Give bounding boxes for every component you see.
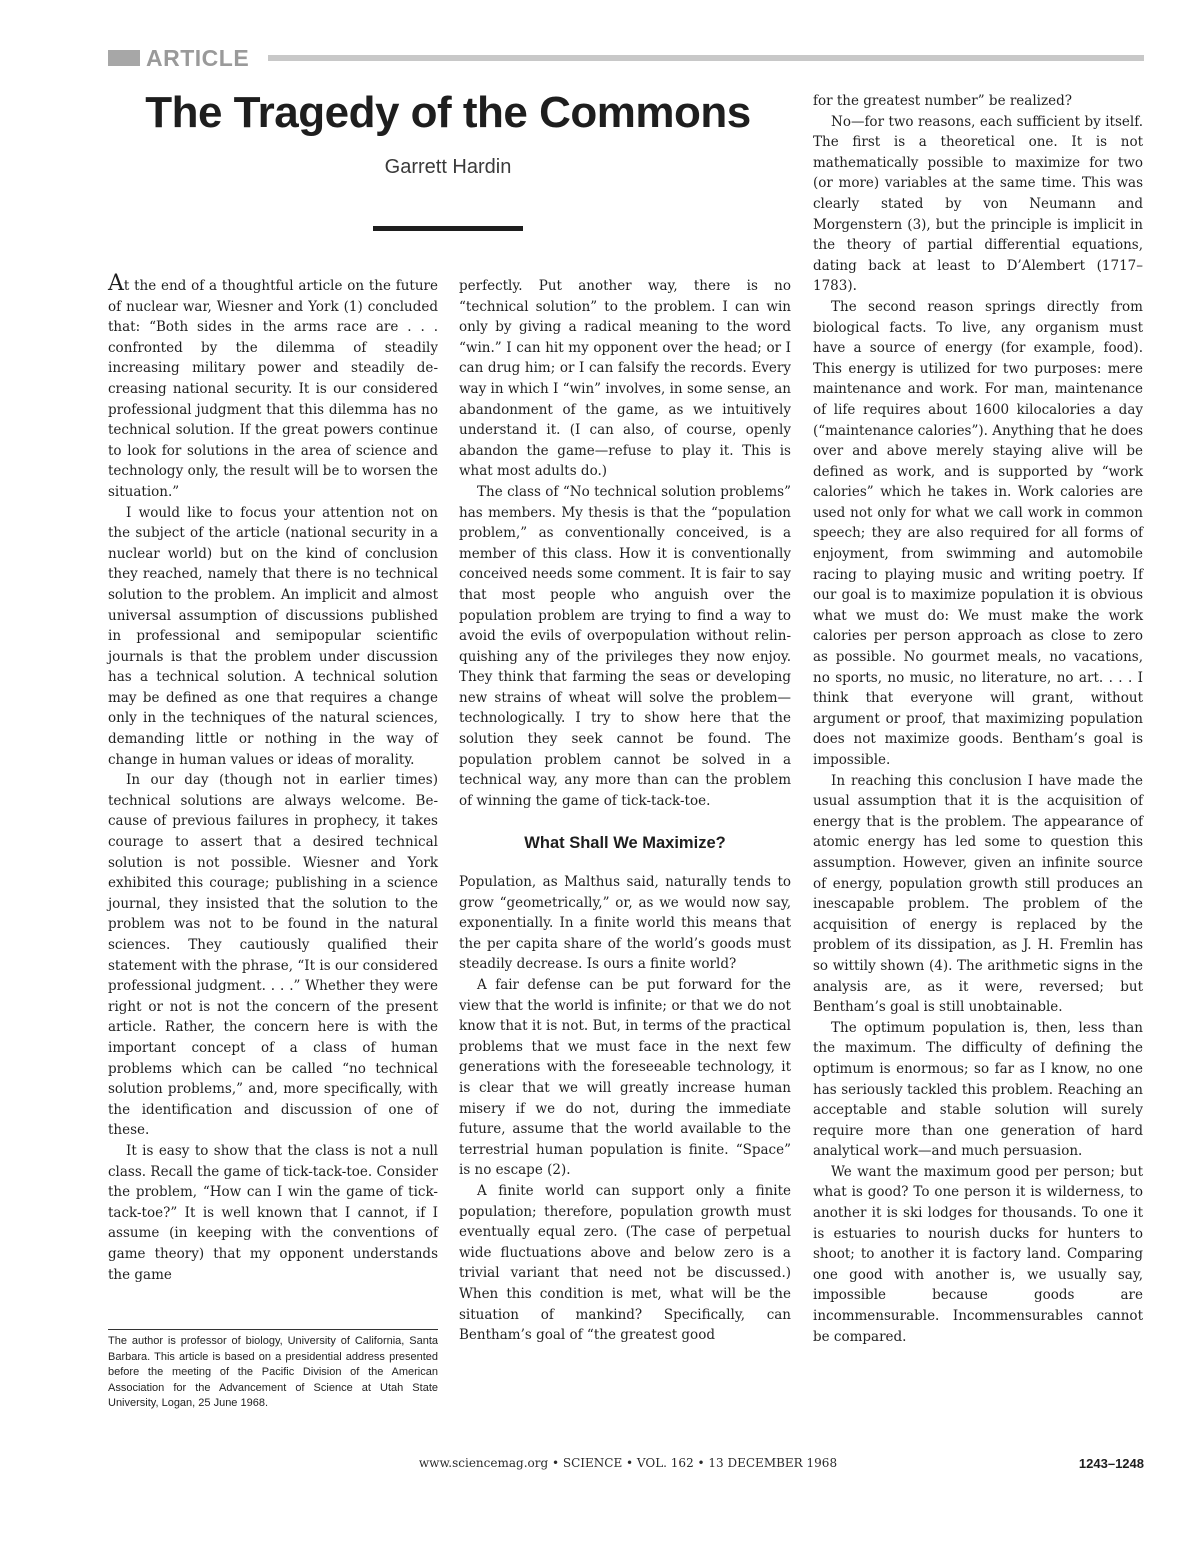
paragraph: for the greatest number” be realized?: [813, 93, 1072, 109]
paragraph: The class of “No technical solution problems” has members. My thesis is that the “population problem,” as conventionally conceived, is a member of this class. How it is conventionally conceived needs some comment. It is fair to say that most people who anguish over the population problem are trying to find a way to avoid the evils of overpopulation without relinquishing any of the privileges they now enjoy. They think that farming the seas or developing new strains of wheat will solve the problem—technologically. I try to show here that the solution they seek cannot be found. The population problem cannot be solved in a technical way, any more than can the problem of winning the game of tick-tack-toe.: [459, 483, 791, 809]
paragraph: I would like to focus your attention not on the subject of the article (national security in a nuclear world) but on the kind of conclusion they reached, namely that there is no technical solution to the problem. An implicit and almost universal assumption of discussions published in professional and semipopular scientific journals is that the problem under discussion has a technical solution. A technical solution may be defined as one that requires a change only in the techniques of the natural sciences, demanding little or nothing in the way of change in human values or ideas of morality.: [108, 504, 438, 768]
paragraph: No—for two reasons, each sufficient by itself. The first is a theoretical one. It is not mathematically possible to maximize for two (or more) variables at the same time. This was clearly stated by von Neumann and Morgenstern (3), but the principle is implicit in the theory of partial differential equations, dating back at least to D’Alembert (1717–1783).: [813, 113, 1143, 295]
section-heading: What Shall We Maximize?: [524, 834, 726, 853]
paragraph: A finite world can support only a finite population; therefore, population growth must eventually equal zero. (The case of perpetual wide fluctuations above and below zero is a trivial variant that need not be discussed.) When this condition is met, what will be the situation of mankind? Specifically, can Bentham’s goal of “the greatest good: [459, 1182, 791, 1344]
paragraph: We want the maximum good per person; but what is good? To one person it is wilderness, to another it is ski lodges for thousands. To one it is estuaries to nourish ducks for hunters to shoot; to another it is factory land. Comparing one good with another is, we usually say, impossible because goods are incommensurable. Incommensurables cannot be compared.: [813, 1163, 1143, 1345]
section-label: ARTICLE: [146, 45, 250, 71]
header-gray-block: [108, 50, 140, 66]
paragraph: It is easy to show that the class is not a null class. Recall the game of tick-tack-toe. Consider the problem, “How can I win the game of tick-tack-toe?” It is well known that I cannot, if I assume (in keeping with the conventions of game theory) that my opponent understands the game: [108, 1142, 438, 1283]
text-column-3: [813, 91, 1143, 1347]
author-footnote: The author is professor of biology, University of California, Santa Barbara. This article is based on a presidential address presented before the meeting of the Pacific Division of the American Association for the Advancement of Science at Utah State University, Logan, 25 June 1968.: [108, 1335, 438, 1410]
paragraph-text: t the end of a thoughtful article on the future of nuclear war, Wiesner and York (1) concluded that: “Both sides in the arms race are . . . confronted by the dilemma of steadily increasing military power and steadily decreasing national security. It is our considered professional judgment that this dilemma has no technical solution. If the great powers continue to look for solutions in the area of science and technology only, the result will be to worsen the situation.”: [108, 278, 438, 500]
header-rule: [268, 55, 1144, 61]
footnote-rule: [108, 1329, 438, 1330]
paragraph: Population, as Malthus said, naturally tends to grow “geometrically,” or, as we would now say, exponentially. In a finite world this means that the per capita share of the world’s goods must steadily decrease. Is ours a finite world?: [459, 874, 791, 973]
journal-citation: www.sciencemag.org • SCIENCE • VOL. 162 • 13 DECEMBER 1968: [418, 1456, 838, 1470]
page-range: 1243–1248: [1078, 1456, 1144, 1471]
article-author: Garrett Hardin: [384, 156, 512, 178]
text-column-2: [459, 276, 791, 1346]
paragraph: In reaching this conclusion I have made the usual assumption that it is the acquisition of energy that is the problem. The appearance of atomic energy has led some to question this assumption. However, given an infinite source of energy, population growth still produces an inescapable problem. The problem of the acquisition of energy is replaced by the problem of its dissipation, as J. H. Fremlin has so wittily shown (4). The arithmetic signs in the analysis are, as it were, reversed; but Bentham’s goal is still unobtainable.: [813, 772, 1143, 1016]
paragraph: [108, 271, 438, 503]
paragraph: The second reason springs directly from biological facts. To live, any organism must have a source of energy (for example, food). This energy is utilized for two purposes: mere maintenance and work. For man, maintenance of life requires about 1600 kilocalories a day (“maintenance calories”). Anything that he does over and above merely staying alive will be defined as work, and is supported by “work calories” which he takes in. Work calories are used not only for what we call work in common speech; they are also required for all forms of enjoyment, from swimming and automobile racing to playing music and writing poetry. If our goal is to maximize population it is obvious what we must do: We must make the work calories per person approach as close to zero as possible. No gourmet meals, no vacations, no sports, no music, no literature, no art. . . . I think that everyone will grant, without argument or proof, that maximizing population does not maximize goods. Bentham’s goal is impossible.: [813, 298, 1143, 768]
title-divider: [373, 226, 523, 231]
paragraph: perfectly. Put another way, there is no “technical solution” to the problem. I can win only by giving a radical meaning to the word “win.” I can hit my opponent over the head; or I can drug him; or I can falsify the records. Every way in which I “win” involves, in some sense, an abandonment of the game, as we intuitively understand it. (I can also, of course, openly abandon the game—refuse to play it. This is what most adults do.): [459, 278, 791, 480]
paragraph: In our day (though not in earlier times) technical solutions are always welcome. Because of previous failures in prophecy, it takes courage to assert that a desired technical solution is not possible. Wiesner and York exhibited this courage; publishing in a science journal, they insisted that the solution to the problem was not to be found in the natural sciences. They cautiously qualified their statement with the phrase, “It is our considered professional judgment. . . .” Whether they were right or not is not the concern of the present article. Rather, the concern here is with the important concept of a class of human problems which can be called “no technical solution problems,” and, more specifically, with the identification and discussion of one of these.: [108, 772, 438, 1139]
page-footer: [108, 1456, 1144, 1476]
article-header-bar: [108, 46, 1144, 70]
paragraph: The optimum population is, then, less than the maximum. The difficulty of defining the optimum is enormous; so far as I know, no one has seriously tackled this problem. Reaching an acceptable and stable solution will surely require more than one generation of hard analytical work—and much persuasion.: [813, 1019, 1143, 1160]
paragraph: A fair defense can be put forward for the view that the world is infinite; or that we do not know that it is not. But, in terms of the practical problems that we must face in the next few generations with the foreseeable technology, it is clear that we will greatly increase human misery if we do not, during the immediate future, assume that the world available to the terrestrial human population is finite. “Space” is no escape (2).: [459, 977, 791, 1179]
drop-cap: A: [108, 271, 124, 296]
text-column-1: [108, 271, 438, 1285]
article-title: The Tragedy of the Commons: [145, 88, 751, 137]
